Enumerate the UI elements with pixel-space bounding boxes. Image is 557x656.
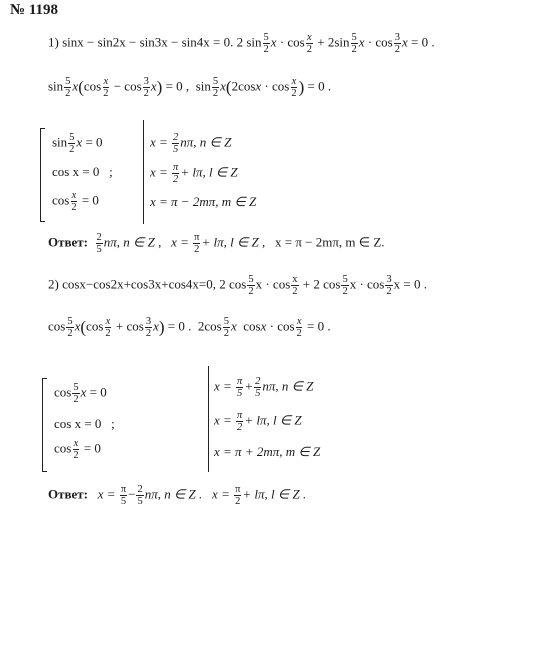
part1-solution-3: x = π − 2mπ, m ∈ Z — [150, 194, 257, 209]
part1-equation-line2: sin $\frac{5}{2}$ x(cos $\frac{x}{2}$ − cos $\frac{3}{2}$ x) = 0 , sin $\frac{5}{2}$ x(2cosx · cos $\frac{x}{2}$ ) = 0 . — [48, 76, 332, 99]
part2-solution-1: x = $\frac{\pi}{5}$ + $\frac{2}{5}$ nπ, n ∈ Z — [214, 376, 314, 399]
part2-system-eq1: cos $\frac{5}{2}$ x = 0 — [54, 382, 107, 405]
part2-solution-2: x = $\frac{\pi}{2}$ + lπ, l ∈ Z — [214, 410, 302, 433]
part2-line2-eq-b: = 0 . — [307, 318, 331, 334]
part1-label: 1) — [48, 34, 59, 50]
part1-system-bracket — [40, 128, 45, 222]
part2-solution-bar — [208, 366, 209, 472]
part1-solution-bar — [143, 120, 144, 224]
problem-number: № 1198 — [10, 2, 58, 18]
part2-system-eq2: cos x = 0 ; — [54, 416, 115, 431]
part1-line2-eq-b: = 0 . — [307, 78, 332, 94]
part1-system-eq1: sin $\frac{5}{2}$ x = 0 — [52, 132, 103, 155]
part1-system-eq2: cos x = 0 ; — [52, 164, 113, 179]
part1-solution-1: x = $\frac{2}{5}$ nπ, n ∈ Z — [150, 132, 232, 155]
part1-equation-line1: 1) sinx − sin2x − sin3x − sin4x = 0. 2 sin $\frac{5}{2}$ x · cos $\frac{x}{2}$ + 2sin $\frac{5}{2}$ x · cos $\frac{3}{2}$ x = 0 . — [48, 32, 435, 55]
part1-system-eq3: cos $\frac{x}{2}$ = 0 — [52, 190, 99, 213]
part2-line2-eq-a: = 0 . — [167, 318, 192, 334]
part2-label: 2) — [48, 276, 59, 292]
part2-solution-3: x = π + 2mπ, m ∈ Z — [214, 444, 321, 459]
part2-equation-line2: cos $\frac{5}{2}$ x(cos $\frac{x}{2}$ + cos $\frac{3}{2}$ x) = 0 . 2cos $\frac{5}{2}$ x cosx · cos $\frac{x}{2}$ = 0 . — [48, 316, 331, 339]
part2-equation-line1: 2) cosx−cos2x+cos3x+cos4x=0, 2 cos $\frac{5}{2}$ x · cos $\frac{x}{2}$ + 2 cos $\frac{5}{2}$ x · cos $\frac{3}{2}$ x = 0 . — [48, 274, 427, 297]
part2-system-eq3: cos $\frac{x}{2}$ = 0 — [54, 438, 101, 461]
part2-eq-start: cosx−cos2x+cos3x+cos4x=0, — [62, 276, 216, 292]
part1-solution-2: x = $\frac{\pi}{2}$ + lπ, l ∈ Z — [150, 162, 238, 185]
part1-eq-start: sinx − sin2x − sin3x − sin4x = 0. — [62, 34, 234, 50]
part1-line2-eq-a: = 0 , — [165, 78, 190, 94]
part1-answer: Ответ: $\frac{2}{5}$ nπ, n ∈ Z , x = $\frac{\pi}{2}$ + lπ, l ∈ Z , x = π − 2mπ, m ∈ Z. — [48, 232, 385, 255]
part2-answer: Ответ: x = $\frac{\pi}{5}$ − $\frac{2}{5}$ nπ, n ∈ Z . x = $\frac{\pi}{2}$ + lπ, l ∈ Z . — [48, 484, 307, 507]
part2-system-bracket — [42, 378, 47, 472]
